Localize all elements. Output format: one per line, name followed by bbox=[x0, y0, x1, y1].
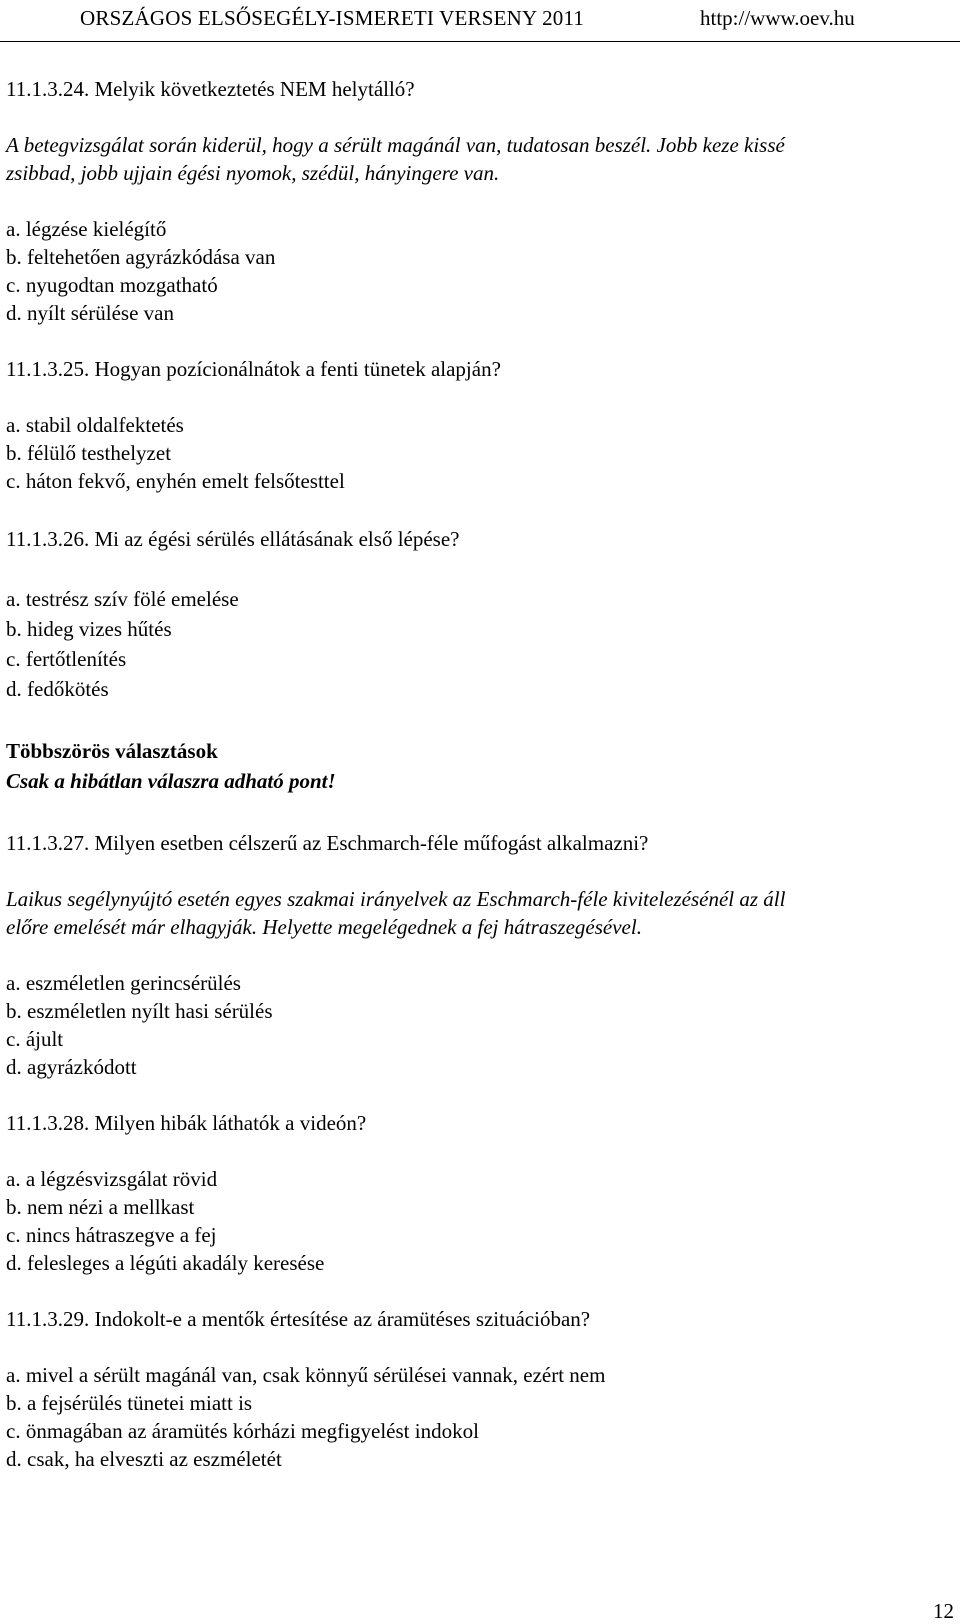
question-24-option-b: b. feltehetően agyrázkódása van bbox=[6, 245, 276, 269]
question-27-option-a: a. eszméletlen gerincsérülés bbox=[6, 971, 241, 995]
question-24-title: 11.1.3.24. Melyik következtetés NEM helytálló? bbox=[6, 77, 415, 101]
question-27-option-d: d. agyrázkódott bbox=[6, 1055, 137, 1079]
question-27-scenario-line-2: előre emelését már elhagyják. Helyette megelégednek a fej hátraszegésével. bbox=[6, 915, 642, 939]
question-24-option-c: c. nyugodtan mozgatható bbox=[6, 273, 218, 297]
question-27-title: 11.1.3.27. Milyen esetben célszerű az Eschmarch-féle műfogást alkalmazni? bbox=[6, 831, 649, 855]
question-24-option-d: d. nyílt sérülése van bbox=[6, 301, 174, 325]
question-26-option-c: c. fertőtlenítés bbox=[6, 647, 127, 671]
header-url: http://www.oev.hu bbox=[700, 6, 855, 30]
question-27-option-c: c. ájult bbox=[6, 1027, 64, 1051]
question-25-option-c: c. háton fekvő, enyhén emelt felsőtesttel bbox=[6, 469, 345, 493]
question-24-scenario-line-2: zsibbad, jobb ujjain égési nyomok, szédül, hányingere van. bbox=[6, 161, 500, 185]
question-26-option-b: b. hideg vizes hűtés bbox=[6, 617, 172, 641]
question-28-option-c: c. nincs hátraszegve a fej bbox=[6, 1223, 217, 1247]
question-28-option-a: a. a légzésvizsgálat rövid bbox=[6, 1167, 218, 1191]
question-28-option-b: b. nem nézi a mellkast bbox=[6, 1195, 195, 1219]
question-26-title: 11.1.3.26. Mi az égési sérülés ellátásának első lépése? bbox=[6, 527, 460, 551]
question-28-title: 11.1.3.28. Milyen hibák láthatók a videón? bbox=[6, 1111, 367, 1135]
question-24-option-a: a. légzése kielégítő bbox=[6, 217, 167, 241]
question-29-title: 11.1.3.29. Indokolt-e a mentők értesítése az áramütéses szituációban? bbox=[6, 1307, 591, 1331]
question-25-option-b: b. félülő testhelyzet bbox=[6, 441, 172, 465]
question-27-scenario-line-1: Laikus segélynyújtó esetén egyes szakmai irányelvek az Eschmarch-féle kivitelezésénél az áll bbox=[6, 887, 786, 911]
question-29-option-a: a. mivel a sérült magánál van, csak könnyű sérülései vannak, ezért nem bbox=[6, 1363, 606, 1387]
question-24-scenario-line-1: A betegvizsgálat során kiderül, hogy a sérült magánál van, tudatosan beszél. Jobb keze kissé bbox=[6, 133, 785, 157]
question-26-option-d: d. fedőkötés bbox=[6, 677, 109, 701]
section-title: Többszörös választások bbox=[6, 739, 218, 763]
page-number: 12 bbox=[933, 1599, 954, 1623]
question-26-option-a: a. testrész szív fölé emelése bbox=[6, 587, 239, 611]
question-29-option-d: d. csak, ha elveszti az eszméletét bbox=[6, 1447, 282, 1471]
page-header bbox=[0, 2, 960, 38]
header-title: ORSZÁGOS ELSŐSEGÉLY-ISMERETI VERSENY 2011 bbox=[80, 6, 585, 30]
header-rule bbox=[0, 41, 960, 42]
question-29-option-c: c. önmagában az áramütés kórházi megfigyelést indokol bbox=[6, 1419, 479, 1443]
question-29-option-b: b. a fejsérülés tünetei miatt is bbox=[6, 1391, 253, 1415]
question-28-option-d: d. felesleges a légúti akadály keresése bbox=[6, 1251, 325, 1275]
question-25-option-a: a. stabil oldalfektetés bbox=[6, 413, 184, 437]
question-27-option-b: b. eszméletlen nyílt hasi sérülés bbox=[6, 999, 273, 1023]
question-25-title: 11.1.3.25. Hogyan pozícionálnátok a fenti tünetek alapján? bbox=[6, 357, 501, 381]
section-subtitle: Csak a hibátlan válaszra adható pont! bbox=[6, 769, 336, 793]
